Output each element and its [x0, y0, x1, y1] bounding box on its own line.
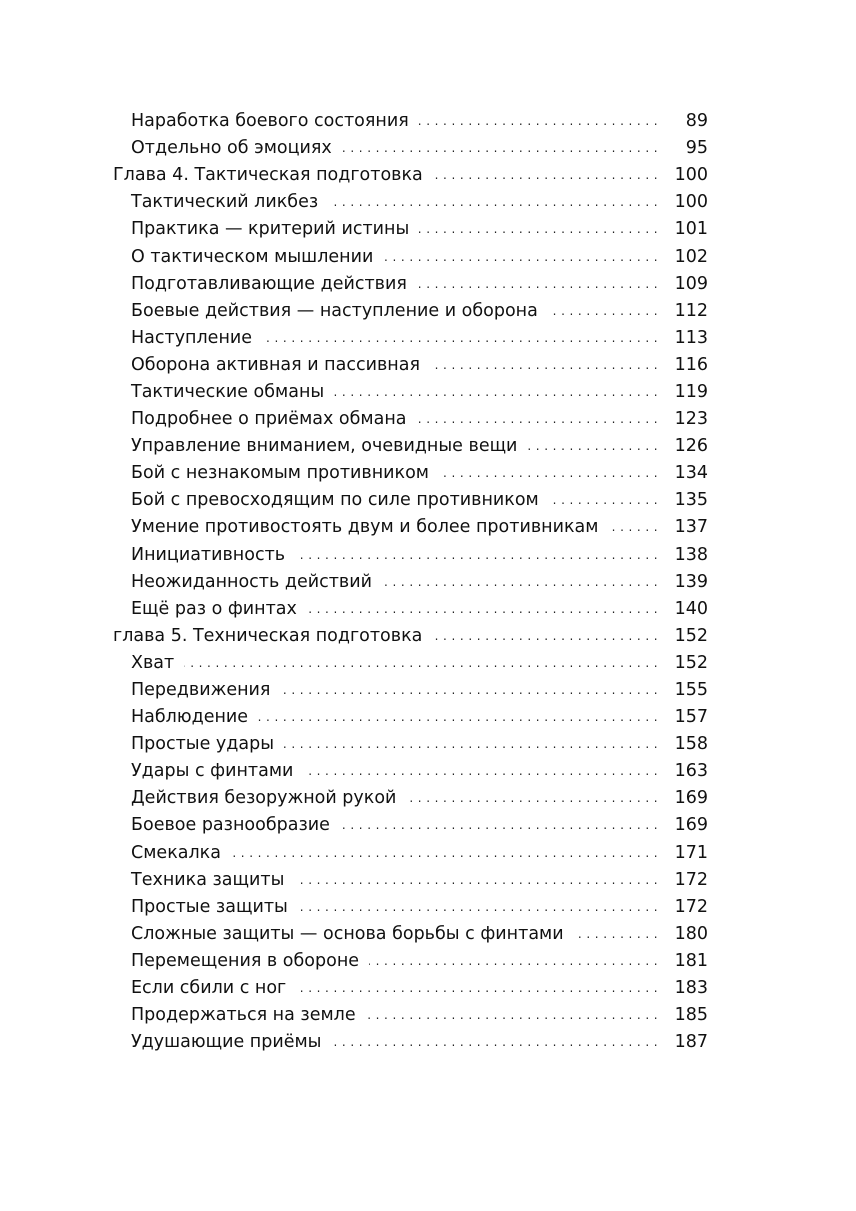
dot-leader: [307, 596, 658, 623]
toc-entry-row: [113, 542, 708, 569]
toc-entry-row: [113, 812, 708, 839]
toc-page-number: 113: [674, 327, 708, 348]
toc-entry-title: глава 5. Техническая подготовка: [113, 625, 423, 646]
toc-entry-row: [113, 433, 708, 460]
toc-page-number: 180: [674, 923, 708, 944]
dot-leader: [417, 406, 658, 433]
dot-leader: [280, 677, 658, 704]
dot-leader: [284, 731, 658, 758]
toc-entry-title: Простые защиты: [131, 896, 288, 917]
toc-entry-row: [113, 921, 708, 948]
toc-page-number: 169: [674, 788, 708, 809]
toc-entry-title: Простые удары: [131, 734, 275, 755]
toc-entry-row: [113, 1029, 708, 1056]
toc-entry-row: [113, 406, 708, 433]
toc-entry-title: Умение противостоять двум и более противникам: [131, 517, 599, 538]
toc-page-number: 152: [674, 652, 708, 673]
toc-entry-row: [113, 677, 708, 704]
dot-leader: [303, 758, 658, 785]
toc-entry-title: Бой с незнакомым противником: [131, 463, 430, 484]
toc-page-number: 119: [674, 381, 708, 402]
dot-leader: [406, 785, 658, 812]
toc-entry-title: Наработка боевого состояния: [131, 111, 409, 132]
toc-entry-title: Глава 4. Тактическая подготовка: [113, 165, 423, 186]
toc-entry-row: [113, 758, 708, 785]
toc-page-number: 155: [674, 680, 708, 701]
dot-leader: [231, 840, 658, 867]
dot-leader: [383, 244, 658, 271]
toc-page-number: 163: [674, 761, 708, 782]
dot-leader: [549, 487, 658, 514]
toc-entry-row: [113, 243, 708, 270]
dot-leader: [342, 135, 658, 162]
toc-entry-title: О тактическом мышлении: [131, 246, 374, 267]
toc-page-number: 172: [674, 869, 708, 890]
dot-leader: [382, 569, 658, 596]
toc-entry-row: [113, 298, 708, 325]
toc-entry-row: [113, 271, 708, 298]
toc-entry-title: Сложные защиты — основа борьбы с финтами: [131, 923, 564, 944]
dot-leader: [340, 812, 658, 839]
dot-leader: [295, 542, 658, 569]
toc-page-number: 171: [674, 842, 708, 863]
toc-entry-row: [113, 460, 708, 487]
dot-leader: [548, 298, 658, 325]
dot-leader: [328, 189, 658, 216]
toc-page-number: 157: [674, 707, 708, 728]
toc-page-number: 185: [674, 1005, 708, 1026]
toc-entry-title: Если сбили с ног: [131, 978, 287, 999]
dot-leader: [184, 650, 658, 677]
toc-page-number: 158: [674, 734, 708, 755]
toc-entry-title: Подготавливающие действия: [131, 273, 407, 294]
toc-page-number: 109: [674, 273, 708, 294]
toc-entry-title: Оборона активная и пассивная: [131, 354, 420, 375]
toc-page-number: 138: [674, 544, 708, 565]
toc-chapter-row: [113, 162, 708, 189]
dot-leader: [432, 623, 658, 650]
toc-entry-title: Боевые действия — наступление и оборона: [131, 300, 538, 321]
dot-leader: [296, 975, 658, 1002]
dot-leader: [430, 352, 658, 379]
toc-entry-title: Практика — критерий истины: [131, 219, 410, 240]
toc-entry-title: Хват: [131, 652, 175, 673]
toc-page-number: 183: [674, 978, 708, 999]
toc-page-number: 95: [685, 138, 708, 159]
toc-entry-row: [113, 514, 708, 541]
dot-leader: [417, 271, 658, 298]
dot-leader: [419, 108, 658, 135]
toc-entry-title: Наблюдение: [131, 707, 249, 728]
toc-page-number: 89: [685, 111, 708, 132]
toc-entry-row: [113, 840, 708, 867]
toc-entry-row: [113, 785, 708, 812]
dot-leader: [334, 379, 658, 406]
dot-leader: [608, 514, 658, 541]
toc-entry-row: [113, 731, 708, 758]
toc-page-number: 152: [674, 625, 708, 646]
toc-page-number: 123: [674, 409, 708, 430]
toc-page-number: 102: [674, 246, 708, 267]
toc-chapter-row: [113, 623, 708, 650]
table-of-contents: [113, 108, 708, 1056]
dot-leader: [527, 433, 658, 460]
dot-leader: [298, 894, 658, 921]
toc-page-number: 139: [674, 571, 708, 592]
toc-page-number: 172: [674, 896, 708, 917]
toc-entry-row: [113, 189, 708, 216]
toc-entry-title: Перемещения в обороне: [131, 950, 360, 971]
dot-leader: [294, 867, 658, 894]
toc-entry-title: Наступление: [131, 327, 253, 348]
toc-entry-row: [113, 867, 708, 894]
toc-page-number: 181: [674, 950, 708, 971]
toc-entry-title: Смекалка: [131, 842, 221, 863]
toc-entry-title: Техника защиты: [131, 869, 285, 890]
toc-page-number: 169: [674, 815, 708, 836]
dot-leader: [262, 325, 658, 352]
toc-page-number: 134: [674, 463, 708, 484]
toc-entry-row: [113, 704, 708, 731]
toc-page-number: 101: [674, 219, 708, 240]
dot-leader: [433, 162, 658, 189]
toc-entry-title: Тактический ликбез: [131, 192, 319, 213]
dot-leader: [419, 216, 658, 243]
toc-entry-title: Управление вниманием, очевидные вещи: [131, 436, 518, 457]
toc-entry-title: Ещё раз о финтах: [131, 598, 297, 619]
toc-entry-title: Удушающие приёмы: [131, 1032, 322, 1053]
toc-entry-title: Подробнее о приёмах обмана: [131, 409, 407, 430]
dot-leader: [331, 1029, 658, 1056]
toc-page-number: 137: [674, 517, 708, 538]
toc-entry-title: Тактические обманы: [131, 381, 325, 402]
toc-entry-title: Продержаться на земле: [131, 1005, 356, 1026]
toc-entry-row: [113, 325, 708, 352]
toc-entry-row: [113, 596, 708, 623]
toc-entry-title: Отдельно об эмоциях: [131, 138, 332, 159]
toc-page-number: 187: [674, 1032, 708, 1053]
toc-entry-title: Действия безоружной рукой: [131, 788, 397, 809]
dot-leader: [258, 704, 658, 731]
toc-page-number: 116: [674, 354, 708, 375]
toc-entry-row: [113, 975, 708, 1002]
toc-page-number: 126: [674, 436, 708, 457]
toc-entry-row: [113, 948, 708, 975]
dot-leader: [366, 1002, 658, 1029]
toc-entry-row: [113, 352, 708, 379]
toc-entry-row: [113, 650, 708, 677]
toc-entry-row: [113, 487, 708, 514]
toc-page-number: 112: [674, 300, 708, 321]
toc-entry-row: [113, 379, 708, 406]
dot-leader: [369, 948, 658, 975]
toc-entry-title: Бой с превосходящим по силе противником: [131, 490, 539, 511]
toc-entry-row: [113, 135, 708, 162]
toc-entry-row: [113, 569, 708, 596]
toc-page-number: 140: [674, 598, 708, 619]
toc-page-number: 100: [674, 165, 708, 186]
toc-entry-title: Боевое разнообразие: [131, 815, 330, 836]
dot-leader: [439, 460, 658, 487]
toc-entry-title: Передвижения: [131, 680, 271, 701]
toc-page-number: 135: [674, 490, 708, 511]
toc-entry-title: Неожиданность действий: [131, 571, 372, 592]
toc-entry-row: [113, 894, 708, 921]
dot-leader: [574, 921, 658, 948]
toc-entry-row: [113, 1002, 708, 1029]
toc-entry-title: Удары с финтами: [131, 761, 294, 782]
toc-entry-row: [113, 216, 708, 243]
toc-entry-row: [113, 108, 708, 135]
toc-page-number: 100: [674, 192, 708, 213]
toc-entry-title: Инициативность: [131, 544, 286, 565]
